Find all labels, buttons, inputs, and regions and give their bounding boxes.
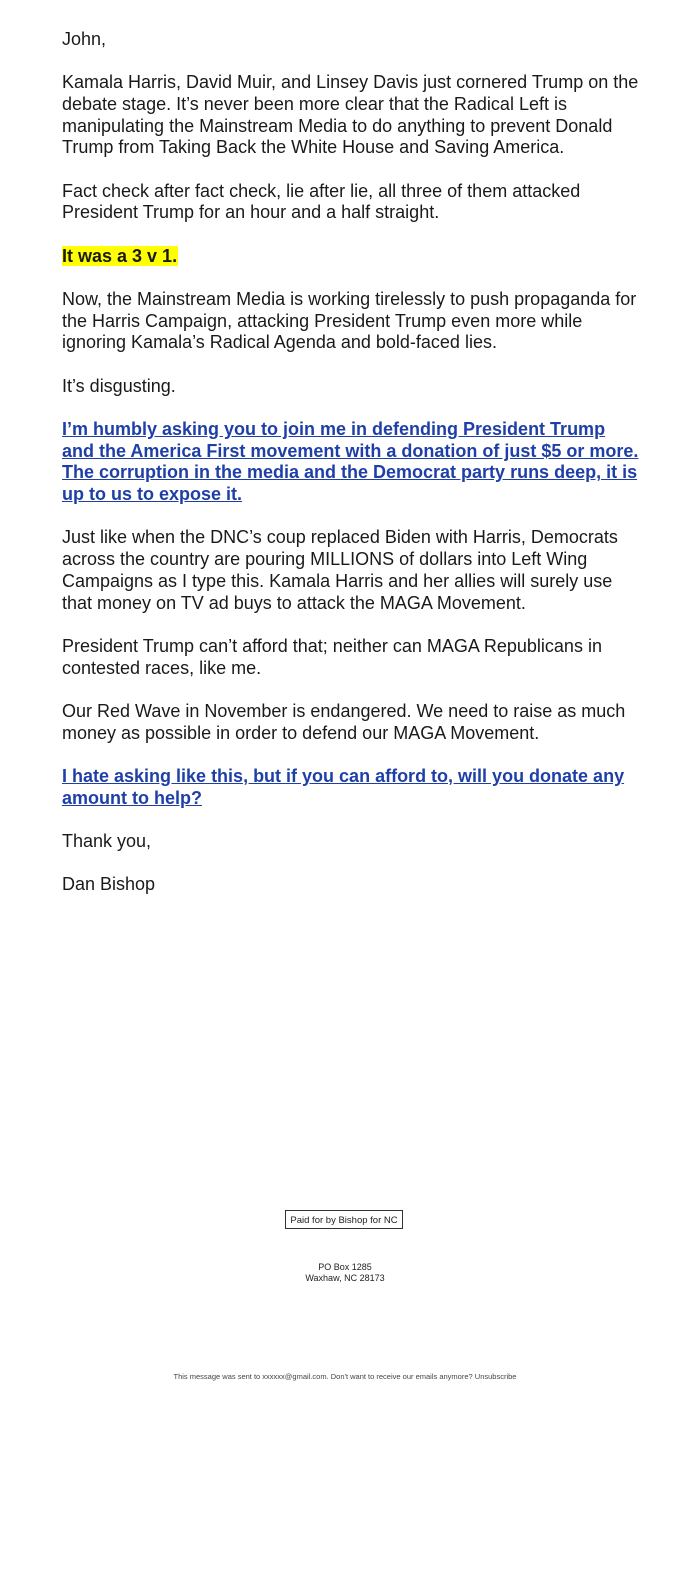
donate-link-2[interactable]: I hate asking like this, but if you can afford to, will you donate any amount to help? <box>62 765 625 808</box>
cta-paragraph-1 <box>62 419 642 506</box>
donate-link-1[interactable]: I’m humbly asking you to join me in defending President Trump and the America First movement with a donation of just $5 or more. The corruption in the media and the Democrat party runs deep, it is up to us to expose it. <box>62 419 639 505</box>
paragraph-fact-check: Fact check after fact check, lie after lie, all three of them attacked President Trump for an hour and a half straight. <box>62 180 581 223</box>
paid-for-disclaimer: Paid for by Bishop for NC <box>285 1210 403 1229</box>
paragraph-red-wave: Our Red Wave in November is endangered. We need to raise as much money as possible in order to defend our MAGA Movement. <box>62 700 626 743</box>
address-line-1: PO Box 1285 <box>318 1262 372 1272</box>
signature: Dan Bishop <box>62 874 156 895</box>
email-notice <box>0 1372 690 1382</box>
highlighted-text: It was a 3 v 1. <box>62 245 178 266</box>
paragraph-media: Now, the Mainstream Media is working tirelessly to push propaganda for the Harris Campaign, attacking President Trump even more while ignoring Kamala’s Radical Agenda and bold-faced lies. <box>62 289 637 353</box>
closing: Thank you, <box>62 830 152 851</box>
address-line-2: Waxhaw, NC 28173 <box>305 1272 385 1283</box>
greeting: John, <box>62 29 107 49</box>
notice-text: This message was sent to xxxxxx@gmail.com. Don't want to receive our emails anymore? <box>173 1372 473 1381</box>
paragraph-dnc: Just like when the DNC’s coup replaced Biden with Harris, Democrats across the country are pouring MILLIONS of dollars into Left Wing Campaigns as I type this. Kamala Harris and her allies will surely use that money on TV ad buys to attack the MAGA Movement. <box>62 527 618 613</box>
paragraph-disgusting: It’s disgusting. <box>62 375 176 396</box>
mailing-address <box>0 1262 690 1283</box>
cta-paragraph-2 <box>62 766 642 809</box>
paragraph-debate: Kamala Harris, David Muir, and Linsey Davis just cornered Trump on the debate stage. It’s never been more clear that the Radical Left is manipulating the Mainstream Media to do anything to prevent Donald Trump from Taking Back the White House and Saving America. <box>62 72 639 158</box>
email-body <box>62 29 642 917</box>
highlight-paragraph <box>62 246 642 268</box>
unsubscribe-link[interactable]: Unsubscribe <box>474 1372 517 1381</box>
paragraph-afford: President Trump can’t afford that; neither can MAGA Republicans in contested races, like me. <box>62 635 602 678</box>
